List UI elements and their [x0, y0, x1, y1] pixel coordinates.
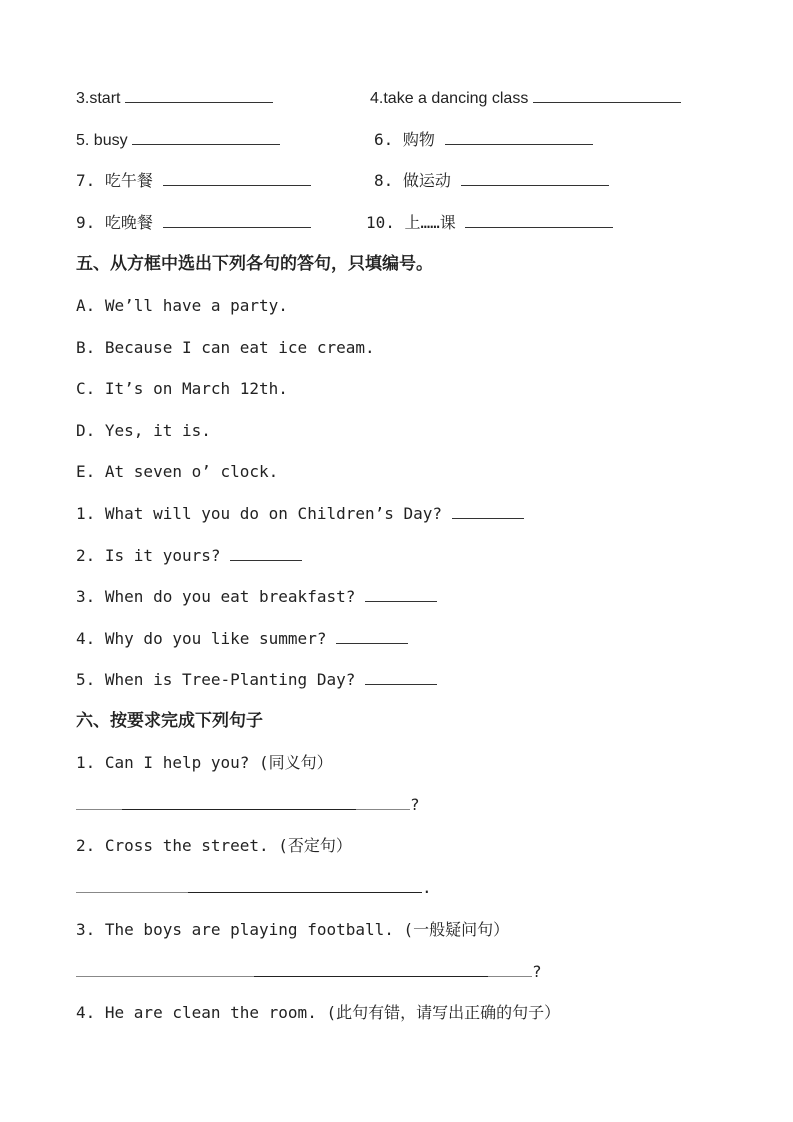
- task-prompt: 4. He are clean the room. (此句有错，请写出正确的句子）: [76, 1003, 561, 1022]
- task-prompt: 2. Cross the street. (否定句）: [76, 836, 352, 855]
- vocab-item: 6. 购物: [374, 130, 593, 150]
- answer-blank[interactable]: [533, 88, 681, 103]
- section-heading: 五、从方框中选出下列各句的答句，只填编号。: [76, 254, 433, 274]
- vocab-item: 3.start: [76, 88, 273, 109]
- task-prompt: 1. Can I help you? (同义句）: [76, 753, 333, 772]
- vocab-item: 10. 上……课: [366, 213, 613, 233]
- option-item: B. Because I can eat ice cream.: [76, 338, 375, 357]
- answer-blank[interactable]: [452, 504, 524, 519]
- answer-line[interactable]: ?: [76, 795, 420, 815]
- answer-blank[interactable]: [465, 213, 613, 228]
- answer-blank[interactable]: [163, 171, 311, 186]
- question-item: 4. Why do you like summer?: [76, 629, 408, 649]
- section-heading: 六、按要求完成下列句子: [76, 711, 263, 731]
- answer-line[interactable]: .: [76, 878, 432, 898]
- option-item: D. Yes, it is.: [76, 421, 211, 440]
- question-item: 1. What will you do on Children’s Day?: [76, 504, 524, 524]
- answer-blank[interactable]: [132, 130, 280, 145]
- option-item: E. At seven o’ clock.: [76, 462, 279, 481]
- vocab-item: 5. busy: [76, 130, 280, 151]
- vocab-item: 4.take a dancing class: [370, 88, 681, 109]
- vocab-item: 8. 做运动: [374, 171, 609, 191]
- answer-line[interactable]: ?: [76, 962, 542, 982]
- option-item: A. We’ll have a party.: [76, 296, 288, 315]
- question-item: 2. Is it yours?: [76, 546, 302, 566]
- vocab-item: 7. 吃午餐: [76, 171, 311, 191]
- answer-blank[interactable]: [445, 130, 593, 145]
- answer-blank[interactable]: [125, 88, 273, 103]
- vocab-item: 9. 吃晚餐: [76, 213, 311, 233]
- answer-blank[interactable]: [336, 629, 408, 644]
- answer-blank[interactable]: [163, 213, 311, 228]
- question-item: 3. When do you eat breakfast?: [76, 587, 437, 607]
- answer-blank[interactable]: [365, 670, 437, 685]
- answer-blank[interactable]: [230, 546, 302, 561]
- task-prompt: 3. The boys are playing football. (一般疑问句）: [76, 920, 510, 939]
- answer-blank[interactable]: [365, 587, 437, 602]
- question-item: 5. When is Tree-Planting Day?: [76, 670, 437, 690]
- option-item: C. It’s on March 12th.: [76, 379, 288, 398]
- answer-blank[interactable]: [461, 171, 609, 186]
